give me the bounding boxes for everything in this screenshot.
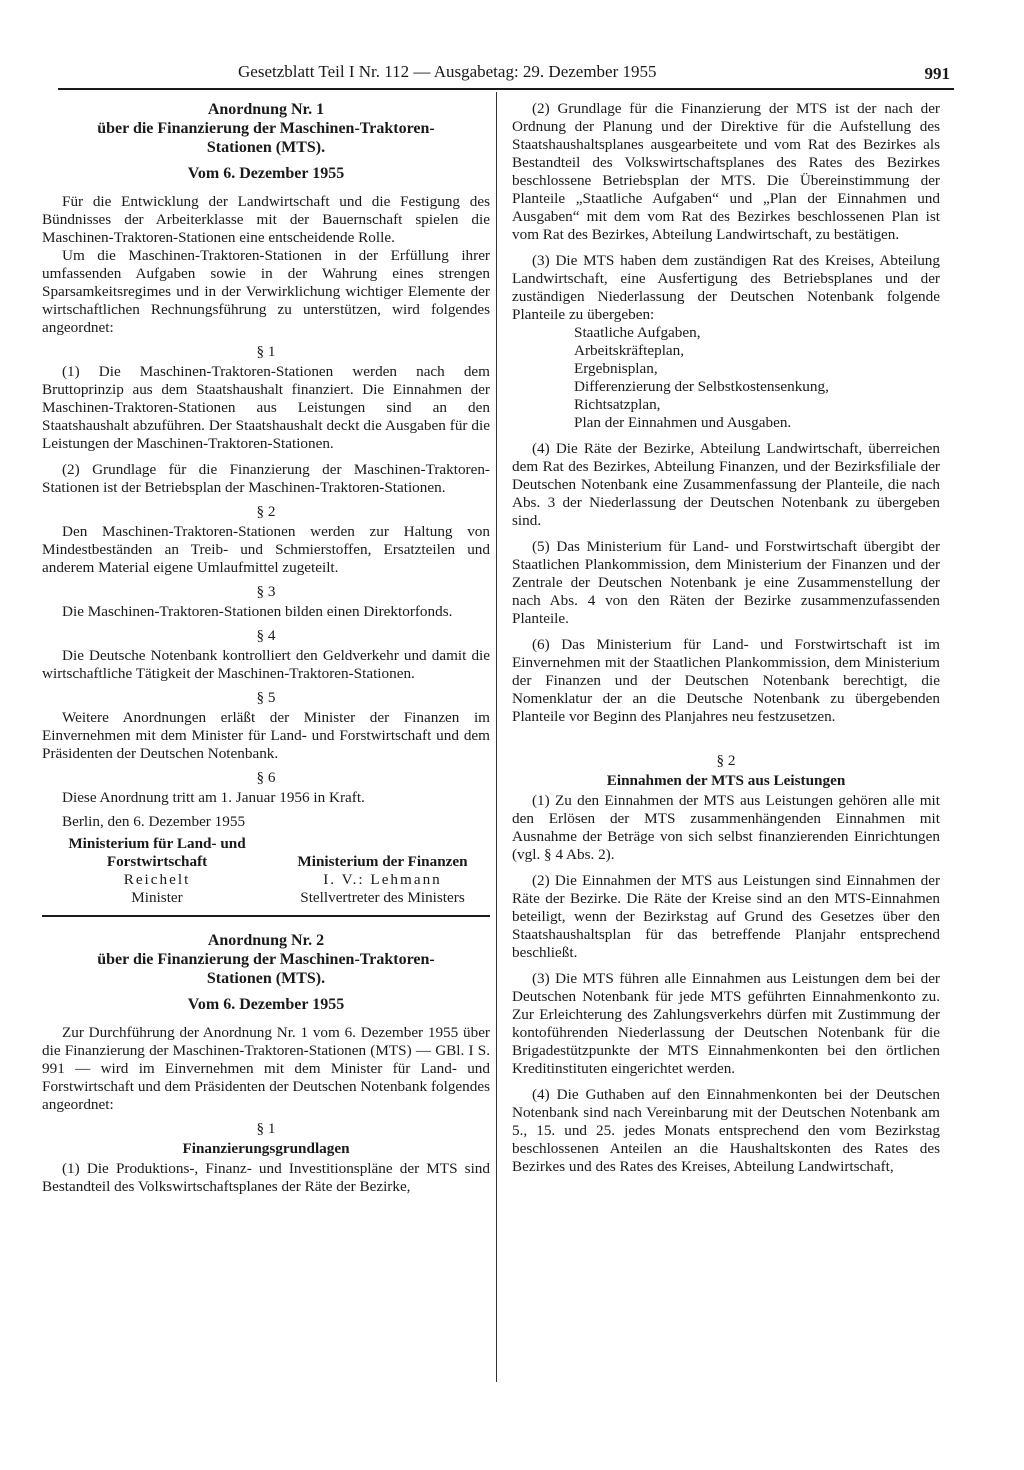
paragraph: (3) Die MTS haben dem zuständigen Rat des Kreises, Abteilung Landwirtschaft, eine Ausfertigung des Betriebsplanes und der zuständigen Niederlassung der Deutschen Notenbank folgende Planteile zu übergeben: <box>512 252 940 323</box>
paragraph: (4) Die Räte der Bezirke, Abteilung Landwirtschaft, überreichen dem Rat des Bezirkes, Abteilung Finanzen, und der Bezirksfiliale der Deutschen Notenbank eine Zusammenfassung der Planteile, die nach Abs. 3 der Niederlassung der Deutschen Notenbank zu übergeben sind. <box>512 440 940 529</box>
paragraph: Den Maschinen-Traktoren-Stationen werden zur Haltung von Mindestbeständen an Treib- und Schmierstoffen, Ersatzteilen und anderem Material eigene Umlaufmittel zugeteilt. <box>42 523 490 576</box>
list-item: Staatliche Aufgaben, <box>574 324 701 341</box>
paragraph: (1) Zu den Einnahmen der MTS aus Leistungen gehören alle mit den Erlösen der MTS zusammenhängenden Einnahmen mit Ausnahme der Beträge von sich selbst finanzierenden Einrichtungen (vgl. § 4 Abs. 2). <box>512 792 940 863</box>
paragraph: Weitere Anordnungen erläßt der Minister der Finanzen im Einvernehmen mit dem Minister für Land- und Forstwirtschaft und dem Präsidenten der Deutschen Notenbank. <box>42 709 490 762</box>
ordinance-2-date: Vom 6. Dezember 1955 <box>187 996 345 1013</box>
section-title: Einnahmen der MTS aus Leistungen <box>606 772 846 789</box>
section-title: Finanzierungsgrundlagen <box>182 1140 350 1157</box>
gazette-title: Gesetzblatt Teil I Nr. 112 — Ausgabetag: 29. Dezember 1955 <box>238 62 657 81</box>
header-rule <box>58 88 954 90</box>
page-number: 991 <box>924 64 950 83</box>
section-heading: § 2 <box>256 503 276 520</box>
ordinance-2-title: Anordnung Nr. 2 über die Finanzierung der Maschinen-Traktoren- Stationen (MTS). <box>97 932 435 987</box>
paragraph: Die Maschinen-Traktoren-Stationen bilden einen Direktorfonds. <box>62 603 453 620</box>
list-item: Arbeitskräfteplan, <box>574 342 685 359</box>
signatory-name: Reichelt <box>123 871 191 888</box>
ordinance-1-date: Vom 6. Dezember 1955 <box>187 165 345 182</box>
section-heading: § 2 <box>716 752 736 769</box>
paragraph: Diese Anordnung tritt am 1. Januar 1956 in Kraft. <box>62 789 365 806</box>
paragraph: (1) Die Produktions-, Finanz- und Investitionspläne der MTS sind Bestandteil des Volkswirtschaftsplanes der Räte der Bezirke, <box>42 1160 490 1195</box>
paragraph: (1) Die Maschinen-Traktoren-Stationen werden nach dem Bruttoprinzip aus dem Staatshaushalt finanziert. Die Einnahmen der Maschinen-Traktoren-Stationen aus Leistungen sind an den Staatshaushalt abzuführen. Der Staatshaushalt deckt die Ausgaben für die Leistungen der Maschinen-Traktoren-Stationen. <box>42 363 490 452</box>
signatory-name: I. V.: Lehmann <box>323 871 442 888</box>
signature-block <box>42 835 490 907</box>
page-header <box>58 62 954 90</box>
signature-agriculture: Ministerium für Land- und Forstwirtschaft Reichelt Minister <box>42 835 272 907</box>
ordinance-separator <box>42 915 490 917</box>
signatory-role: Minister <box>131 889 183 906</box>
paragraph: (3) Die MTS führen alle Einnahmen aus Leistungen dem bei der Deutschen Notenbank für jede MTS geführten Einnahmenkonto zu. Zur Erleichterung des Zahlungsverkehrs dürfen mit Zustimmung der kontoführenden Niederlassung der Deutschen Notenbank für die Brigadestützpunkte der MTS Einnahmenkonten bei den örtlichen Kreditinstituten eingerichtet werden. <box>512 970 940 1077</box>
section-heading: § 5 <box>256 689 276 706</box>
list-item: Differenzierung der Selbstkostensenkung, <box>574 378 829 395</box>
paragraph: Zur Durchführung der Anordnung Nr. 1 vom 6. Dezember 1955 über die Finanzierung der Maschinen-Traktoren-Stationen (MTS) — GBl. I S. 991 — wird im Einvernehmen mit dem Minister für Land- und Forstwirtschaft und dem Präsidenten der Deutschen Notenbank folgendes angeordnet: <box>42 1024 490 1113</box>
section-heading: § 1 <box>256 343 276 360</box>
paragraph: (4) Die Guthaben auf den Einnahmenkonten bei der Deutschen Notenbank sind nach Vereinbarung mit der Deutschen Notenbank am 5., 15. und 25. jedes Monats entsprechend den vom Bezirkstag beschlossenen Anteilen an die Haushaltskonten des Rates des Bezirkes und des Rates des Kreises, Abteilung Landwirtschaft, <box>512 1086 940 1175</box>
list-item: Plan der Einnahmen und Ausgaben. <box>574 414 792 431</box>
right-column <box>512 100 940 1176</box>
signature-finance: Ministerium der Finanzen I. V.: Lehmann Stellvertreter des Ministers <box>275 853 490 907</box>
section-heading: § 1 <box>256 1120 276 1137</box>
paragraph: Die Deutsche Notenbank kontrolliert den Geldverkehr und damit die wirtschaftliche Tätigkeit der Maschinen-Traktoren-Stationen. <box>42 647 490 682</box>
list-item: Ergebnisplan, <box>574 360 658 377</box>
left-column <box>42 100 490 1196</box>
planteile-list <box>574 324 940 432</box>
paragraph: (5) Das Ministerium für Land- und Forstwirtschaft übergibt der Staatlichen Plankommission, dem Ministerium der Finanzen und der Zentrale der Deutschen Notenbank je eine Zusammenstellung der nach Abs. 4 von den Räten der Bezirke zusammenzufassenden Planteile. <box>512 538 940 627</box>
paragraph: (6) Das Ministerium für Land- und Forstwirtschaft ist im Einvernehmen mit der Staatlichen Plankommission, dem Ministerium der Finanzen und der Deutschen Notenbank berechtigt, die Nomenklatur der an die Deutsche Notenbank zu übergebenden Planteile vor Beginn des Planjahres neu festzusetzen. <box>512 636 940 725</box>
paragraph: Für die Entwicklung der Landwirtschaft und die Festigung des Bündnisses der Arbeiterklasse mit der Bauernschaft spielen die Maschinen-Traktoren-Stationen eine entscheidende Rolle. <box>42 193 490 246</box>
paragraph: Um die Maschinen-Traktoren-Stationen in der Erfüllung ihrer umfassenden Aufgaben sowie in der Wahrung eines strengen Sparsamkeitsregimes und in der Verwirklichung wichtiger Elemente der wirtschaftlichen Rechnungsführung zu unterstützen, wird folgendes angeordnet: <box>42 247 490 336</box>
paragraph: (2) Grundlage für die Finanzierung der MTS ist der nach der Ordnung der Planung und der Direktive für die Aufstellung des Staatshaushaltsplanes ausgearbeitete und vom Rat des Bezirkes als Bestandteil des Volkswirtschaftsplanes des Rates des Bezirkes beschlossene Betriebsplan der MTS. Die Übereinstimmung der Planteile „Staatliche Aufgaben“ und „Plan der Einnahmen und Ausgaben“ mit dem vom Rat des Bezirkes beschlossenen Plan ist vom Rat des Bezirkes, Abteilung Landwirtschaft, zu bestätigen. <box>512 100 940 243</box>
column-divider <box>496 92 497 1382</box>
ordinance-1-title: Anordnung Nr. 1 über die Finanzierung der Maschinen-Traktoren- Stationen (MTS). <box>97 101 435 156</box>
section-heading: § 3 <box>256 583 276 600</box>
paragraph: (2) Die Einnahmen der MTS aus Leistungen sind Einnahmen der Räte der Bezirke. Die Räte der Kreise sind an den MTS-Einnahmen beteiligt, wenn der Bezirkstag auf Grund des Gesetzes über den Staatshaushaltsplan für das betreffende Planjahr entsprechend beschließt. <box>512 872 940 961</box>
section-heading: § 4 <box>256 627 276 644</box>
place-date: Berlin, den 6. Dezember 1955 <box>62 813 246 830</box>
list-item: Richtsatzplan, <box>574 396 661 413</box>
section-heading: § 6 <box>256 769 276 786</box>
signatory-role: Stellvertreter des Ministers <box>300 889 465 906</box>
paragraph: (2) Grundlage für die Finanzierung der Maschinen-Traktoren-Stationen ist der Betriebsplan der Maschinen-Traktoren-Stationen. <box>42 461 490 496</box>
